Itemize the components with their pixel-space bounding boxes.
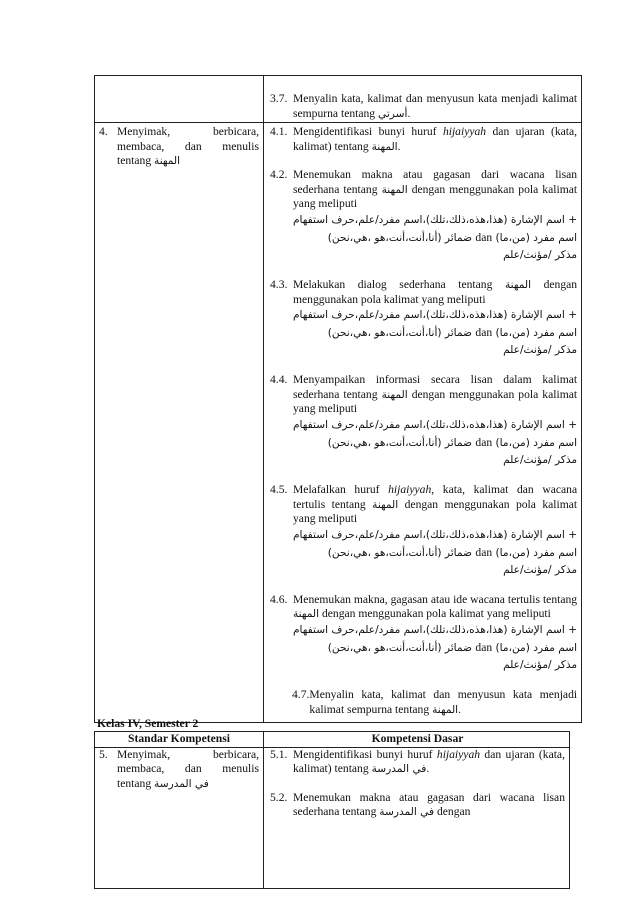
sk-number: 5. [99,747,108,761]
pola-line-3: مذكر /مؤنث/علم [503,453,578,466]
standar-kompetensi-cell [95,76,264,123]
kd-number: 4.5. [270,482,288,496]
pola-kalimat-arabic [293,527,577,579]
kd-number: 5.1. [270,747,288,761]
kd-item-5-1 [270,748,565,777]
pola-line-2b: ضمائر (أنا،أنت،أنت،هو ،هي،نحن) [327,231,473,244]
kd-text: Melafalkan huruf [293,482,389,496]
kd-number: 4.1. [270,125,288,138]
pola-line-3: مذكر /مؤنث/علم [503,563,578,576]
table-row [95,76,582,123]
pola-kalimat-arabic [293,307,577,359]
pola-kalimat-arabic [293,417,577,469]
kd-number: 4.4. [270,373,288,387]
kd-item-5-2 [270,791,565,820]
arabic-term: المهنة [381,183,408,196]
pola-line-1: اسم الإشارة (هذا،هذه،ذلك،تلك)،اسم مفرد/علم،حرف استفهام + [293,528,578,541]
arabic-term: في المدرسة [154,777,209,790]
pola-line-3: مذكر /مؤنث/علم [503,248,578,261]
kd-item-4-1 [270,125,577,154]
kd-text: dan ujaran (kata, kalimat) tentang [293,125,578,153]
pola-line-2b: ضمائر (أنا،أنت،أنت،هو ،هي،نحن) [327,641,473,654]
arabic-term: المهنة [154,155,181,168]
kd-text: Menemukan makna atau gagasan dari wacana lisan sederhana tentang [293,168,578,196]
competency-table-semester-1 [94,75,582,723]
header-standar-kompetensi: Standar Kompetensi [95,732,264,748]
kd-emphasis: hijaiyyah [442,125,487,138]
pola-dan: dan [475,545,493,559]
kd-item-4-3 [270,278,577,359]
kd-text-end: . [407,106,411,120]
kd-text-end: dengan menggunakan pola kalimat yang meliputi [293,277,578,306]
header-kompetensi-dasar: Kompetensi Dasar [264,732,570,748]
kd-text-end: . [458,702,462,716]
arabic-term: أسرتي [378,107,408,120]
kompetensi-dasar-cell [264,76,582,123]
pola-line-2a: (من،ما) اسم مفرد [495,436,578,449]
kd-text-end: dengan menggunakan pola kalimat yang meliputi [319,607,551,621]
pola-line-2a: (من،ما) اسم مفرد [495,546,578,559]
pola-line-1: اسم الإشارة (هذا،هذه،ذلك،تلك)،اسم مفرد/علم،حرف استفهام + [293,418,578,431]
pola-dan: dan [475,230,493,244]
table-row [95,747,570,888]
kd-text: Mengidentifikasi bunyi huruf [293,747,437,761]
kd-item-4-5 [270,483,577,579]
kd-text: Mengidentifikasi bunyi huruf [293,125,443,138]
kompetensi-dasar-cell [264,747,570,888]
pola-line-2a: (من،ما) اسم مفرد [495,641,578,654]
kd-text: Menemukan makna atau gagasan dari wacana lisan sederhana tentang [293,790,565,819]
kd-item-4-2 [270,168,577,264]
table-header-row [95,732,570,748]
pola-line-3: مذكر /مؤنث/علم [503,658,578,671]
pola-kalimat-arabic [293,212,577,264]
sk-item-5 [99,748,259,792]
sk-text: Menyimak, berbicara, membaca, dan menulis tentang [117,747,259,790]
competency-table-semester-2 [94,731,570,889]
arabic-term: المهنة [293,608,320,621]
kompetensi-dasar-cell [264,123,582,723]
arabic-term: في المدرسة [379,806,435,819]
pola-kalimat-arabic [293,622,577,674]
kd-text: Melakukan dialog sederhana tentang [293,277,505,291]
kd-text: Menemukan makna, gagasan atau ide wacana tertulis tentang [293,592,578,606]
kd-item-4-7 [270,688,577,717]
kd-emphasis: hijaiyyah [388,482,432,496]
pola-line-2a: (من،ما) اسم مفرد [495,231,578,244]
pola-line-3: مذكر /مؤنث/علم [503,344,578,357]
pola-line-2b: ضمائر (أنا،أنت،أنت،هو ،هي،نحن) [327,546,473,559]
sk-text: Menyimak, berbicara, membaca, dan menulis tentang [117,125,259,168]
kd-text-end: dengan [434,805,471,819]
arabic-term: في المدرسة [371,763,427,776]
kd-text: Menyalin kata, kalimat dan menyusun kata menjadi kalimat sempurna tentang [293,92,578,120]
pola-dan: dan [475,326,493,340]
kd-number: 5.2. [270,790,288,804]
pola-dan: dan [475,435,493,449]
semester-title: Kelas IV, Semester 2 [97,717,199,730]
kd-number: 3.7. [270,92,288,105]
arabic-term: المهنة [381,388,408,401]
kd-text-end: dengan menggunakan pola kalimat yang meliputi [293,497,578,526]
table-row [95,123,582,723]
kd-text: Menyampaikan informasi secara lisan dalam kalimat sederhana tentang [293,373,578,401]
arabic-term: المهنة [372,498,399,511]
kd-text: dan ujaran (kata, kalimat) tentang [293,747,565,776]
kd-emphasis: hijaiyyah [436,747,481,761]
kd-item-4-4 [270,373,577,469]
kd-text: Menyalin kata, kalimat dan menyusun kata menjadi kalimat sempurna tentang [309,687,578,716]
kd-number: 4.3. [270,277,288,291]
pola-line-2b: ضمائر (أنا،أنت،أنت،هو ،هي،نحن) [327,327,473,340]
kd-item-4-6 [270,593,577,674]
arabic-term: المهنة [371,140,398,153]
standar-kompetensi-cell [95,123,264,723]
kd-text-end: dengan menggunakan pola kalimat yang meliputi [293,387,578,416]
arabic-term: المهنة [504,278,532,291]
kd-item-3-7 [270,92,577,121]
sk-item-4 [99,125,259,169]
kd-text-end: . [397,139,401,153]
pola-line-2a: (من،ما) اسم مفرد [495,327,578,340]
pola-line-1: اسم الإشارة (هذا،هذه،ذلك،تلك)،اسم مفرد/علم،حرف استفهام + [293,309,578,322]
pola-line-1: اسم الإشارة (هذا،هذه،ذلك،تلك)،اسم مفرد/علم،حرف استفهام + [293,213,578,226]
arabic-term: المهنة [432,703,459,716]
kd-text-end: . [426,762,430,776]
sk-number: 4. [99,125,108,138]
kd-number: 4.6. [270,592,288,606]
kd-number: 4.2. [270,168,288,182]
kd-text-end: dengan menggunakan pola kalimat yang meliputi [293,182,578,211]
pola-dan: dan [475,640,493,654]
standar-kompetensi-cell [95,747,264,888]
kd-text: , kata, kalimat dan wacana tertulis tentang [293,482,578,511]
kd-number: 4.7. [292,687,310,701]
pola-line-1: اسم الإشارة (هذا،هذه،ذلك،تلك)،اسم مفرد/علم،حرف استفهام + [293,623,578,636]
pola-line-2b: ضمائر (أنا،أنت،أنت،هو ،هي،نحن) [327,436,473,449]
